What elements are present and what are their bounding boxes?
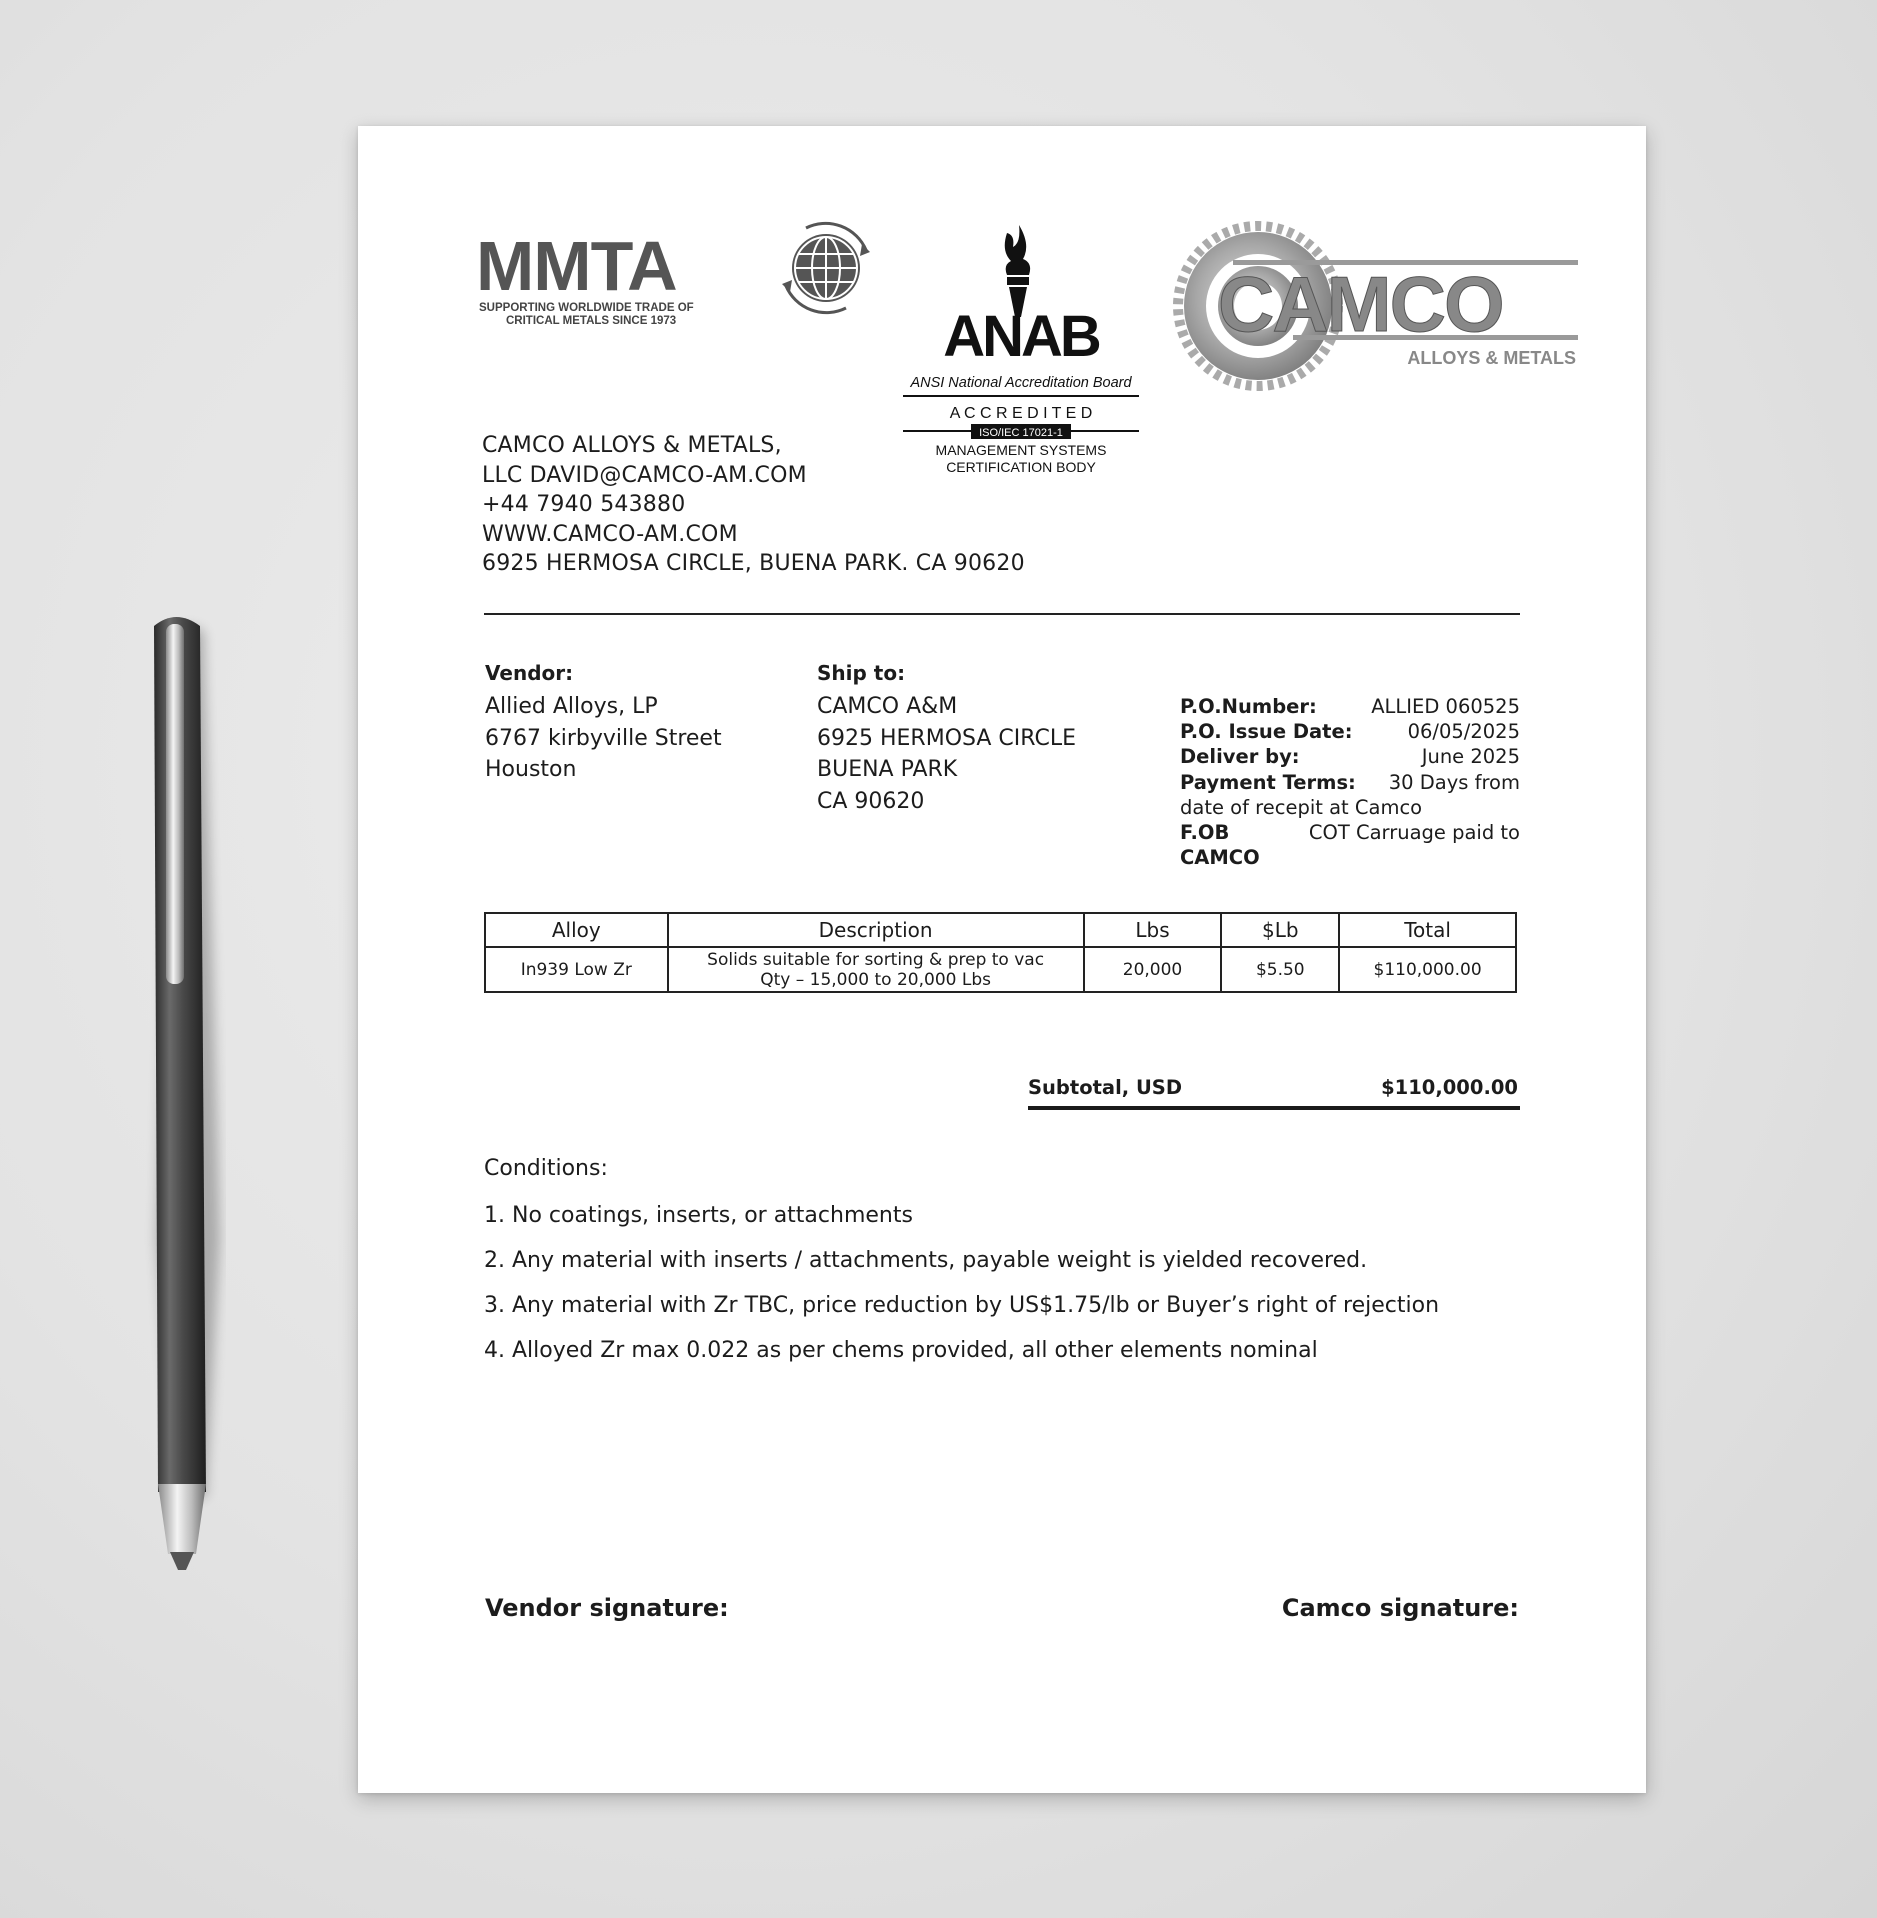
po-issue-label: P.O. Issue Date: (1180, 720, 1353, 744)
mmta-logo (476, 218, 871, 328)
pen-icon (136, 612, 226, 1572)
vendor-label: Vendor: (485, 661, 574, 685)
svg-text:CERTIFICATION BODY: CERTIFICATION BODY (946, 459, 1096, 475)
cell-alloy: In939 Low Zr (485, 947, 668, 992)
company-address (482, 431, 1025, 579)
header-price-per-lb: $Lb (1221, 913, 1339, 947)
ship-to-state-zip: CA 90620 (817, 788, 925, 814)
purchase-order-document (358, 126, 1646, 1793)
po-number-row (1180, 694, 1520, 719)
table-header-row (485, 913, 1516, 947)
description-line-1: Solids suitable for sorting & prep to vac (707, 949, 1045, 970)
cell-price-per-lb: $5.50 (1221, 947, 1339, 992)
company-phone: +44 7940 543880 (482, 492, 686, 517)
ship-to-street: 6925 HERMOSA CIRCLE (817, 725, 1076, 751)
fob-row (1180, 820, 1520, 845)
vendor-street: 6767 kirbyville Street (485, 725, 722, 751)
camco-logo (1173, 221, 1578, 421)
condition-item: 2. Any material with inserts / attachments, payable weight is yielded recovered. (484, 1248, 1368, 1273)
svg-text:SUPPORTING WORLDWIDE TRADE OF: SUPPORTING WORLDWIDE TRADE OF (479, 302, 694, 314)
fob-label: F.OB (1180, 821, 1230, 845)
table-row (485, 947, 1516, 992)
payment-terms-label: Payment Terms: (1180, 770, 1356, 794)
svg-text:A C C R E D I T E D: A C C R E D I T E D (949, 405, 1093, 422)
deliver-by-row (1180, 744, 1520, 769)
condition-item: 3. Any material with Zr TBC, price reduction by US$1.75/lb or Buyer’s right of rejection (484, 1293, 1440, 1318)
vendor-city: Houston (485, 757, 577, 782)
svg-text:MMTA: MMTA (476, 227, 677, 305)
header-lbs: Lbs (1084, 913, 1222, 947)
po-number-label: P.O.Number: (1180, 695, 1317, 718)
condition-item: 1. No coatings, inserts, or attachments (484, 1203, 913, 1228)
subtotal-value: $110,000.00 (1381, 1076, 1518, 1099)
conditions-heading: Conditions: (484, 1156, 608, 1181)
po-details (1180, 694, 1520, 870)
condition-item: 4. Alloyed Zr max 0.022 as per chems provided, all other elements nominal (484, 1338, 1318, 1363)
conditions (484, 1156, 1439, 1383)
divider (484, 613, 1520, 615)
payment-terms-value: 30 Days from (1388, 770, 1520, 794)
payment-terms-cont: date of recepit at Camco (1180, 795, 1423, 819)
svg-text:MANAGEMENT SYSTEMS: MANAGEMENT SYSTEMS (935, 442, 1107, 458)
cell-description (668, 947, 1084, 992)
payment-terms-row (1180, 770, 1520, 795)
header-alloy: Alloy (485, 913, 668, 947)
company-email-line: LLC DAVID@CAMCO-AM.COM (482, 462, 807, 488)
header-description: Description (668, 913, 1084, 947)
description-line-2: Qty – 15,000 to 20,000 Lbs (760, 969, 991, 990)
fob-value: COT Carruage paid to (1308, 821, 1520, 845)
items-table (484, 912, 1517, 993)
fob-cont: CAMCO (1180, 846, 1260, 870)
camco-signature-label: Camco signature: (1281, 1594, 1519, 1622)
cell-total: $110,000.00 (1339, 947, 1516, 992)
cell-lbs: 20,000 (1084, 947, 1222, 992)
svg-text:ISO/IEC 17021-1: ISO/IEC 17021-1 (979, 427, 1063, 439)
company-name: CAMCO ALLOYS & METALS, (482, 433, 782, 458)
deliver-by-label: Deliver by: (1180, 745, 1300, 769)
po-issue-row (1180, 719, 1520, 744)
globe-icon (782, 223, 870, 312)
company-website: WWW.CAMCO-AM.COM (482, 521, 738, 547)
header-total: Total (1339, 913, 1516, 947)
ship-to-city: BUENA PARK (817, 757, 958, 782)
deliver-by-value: June 2025 (1421, 745, 1520, 769)
svg-text:ANAB: ANAB (943, 304, 1099, 369)
ship-to-name: CAMCO A&M (817, 694, 958, 719)
ship-to-label: Ship to: (817, 661, 906, 685)
vendor-name: Allied Alloys, LP (485, 694, 658, 719)
ship-to-address (817, 691, 1076, 817)
svg-text:ANSI National Accreditation Bo: ANSI National Accreditation Board (910, 375, 1132, 391)
po-issue-value: 06/05/2025 (1407, 720, 1520, 744)
company-street: 6925 HERMOSA CIRCLE, BUENA PARK. CA 90620 (482, 551, 1025, 576)
svg-text:CRITICAL METALS SINCE 1973: CRITICAL METALS SINCE 1973 (506, 315, 677, 327)
svg-text:ALLOYS & METALS: ALLOYS & METALS (1407, 348, 1576, 368)
vendor-signature-label: Vendor signature: (485, 1594, 729, 1622)
subtotal-label: Subtotal, USD (1028, 1076, 1183, 1099)
vendor-address (485, 691, 722, 786)
subtotal (1028, 1076, 1520, 1110)
svg-text:CAMCO: CAMCO (1218, 260, 1503, 348)
po-number-value: ALLIED 060525 (1371, 695, 1520, 718)
